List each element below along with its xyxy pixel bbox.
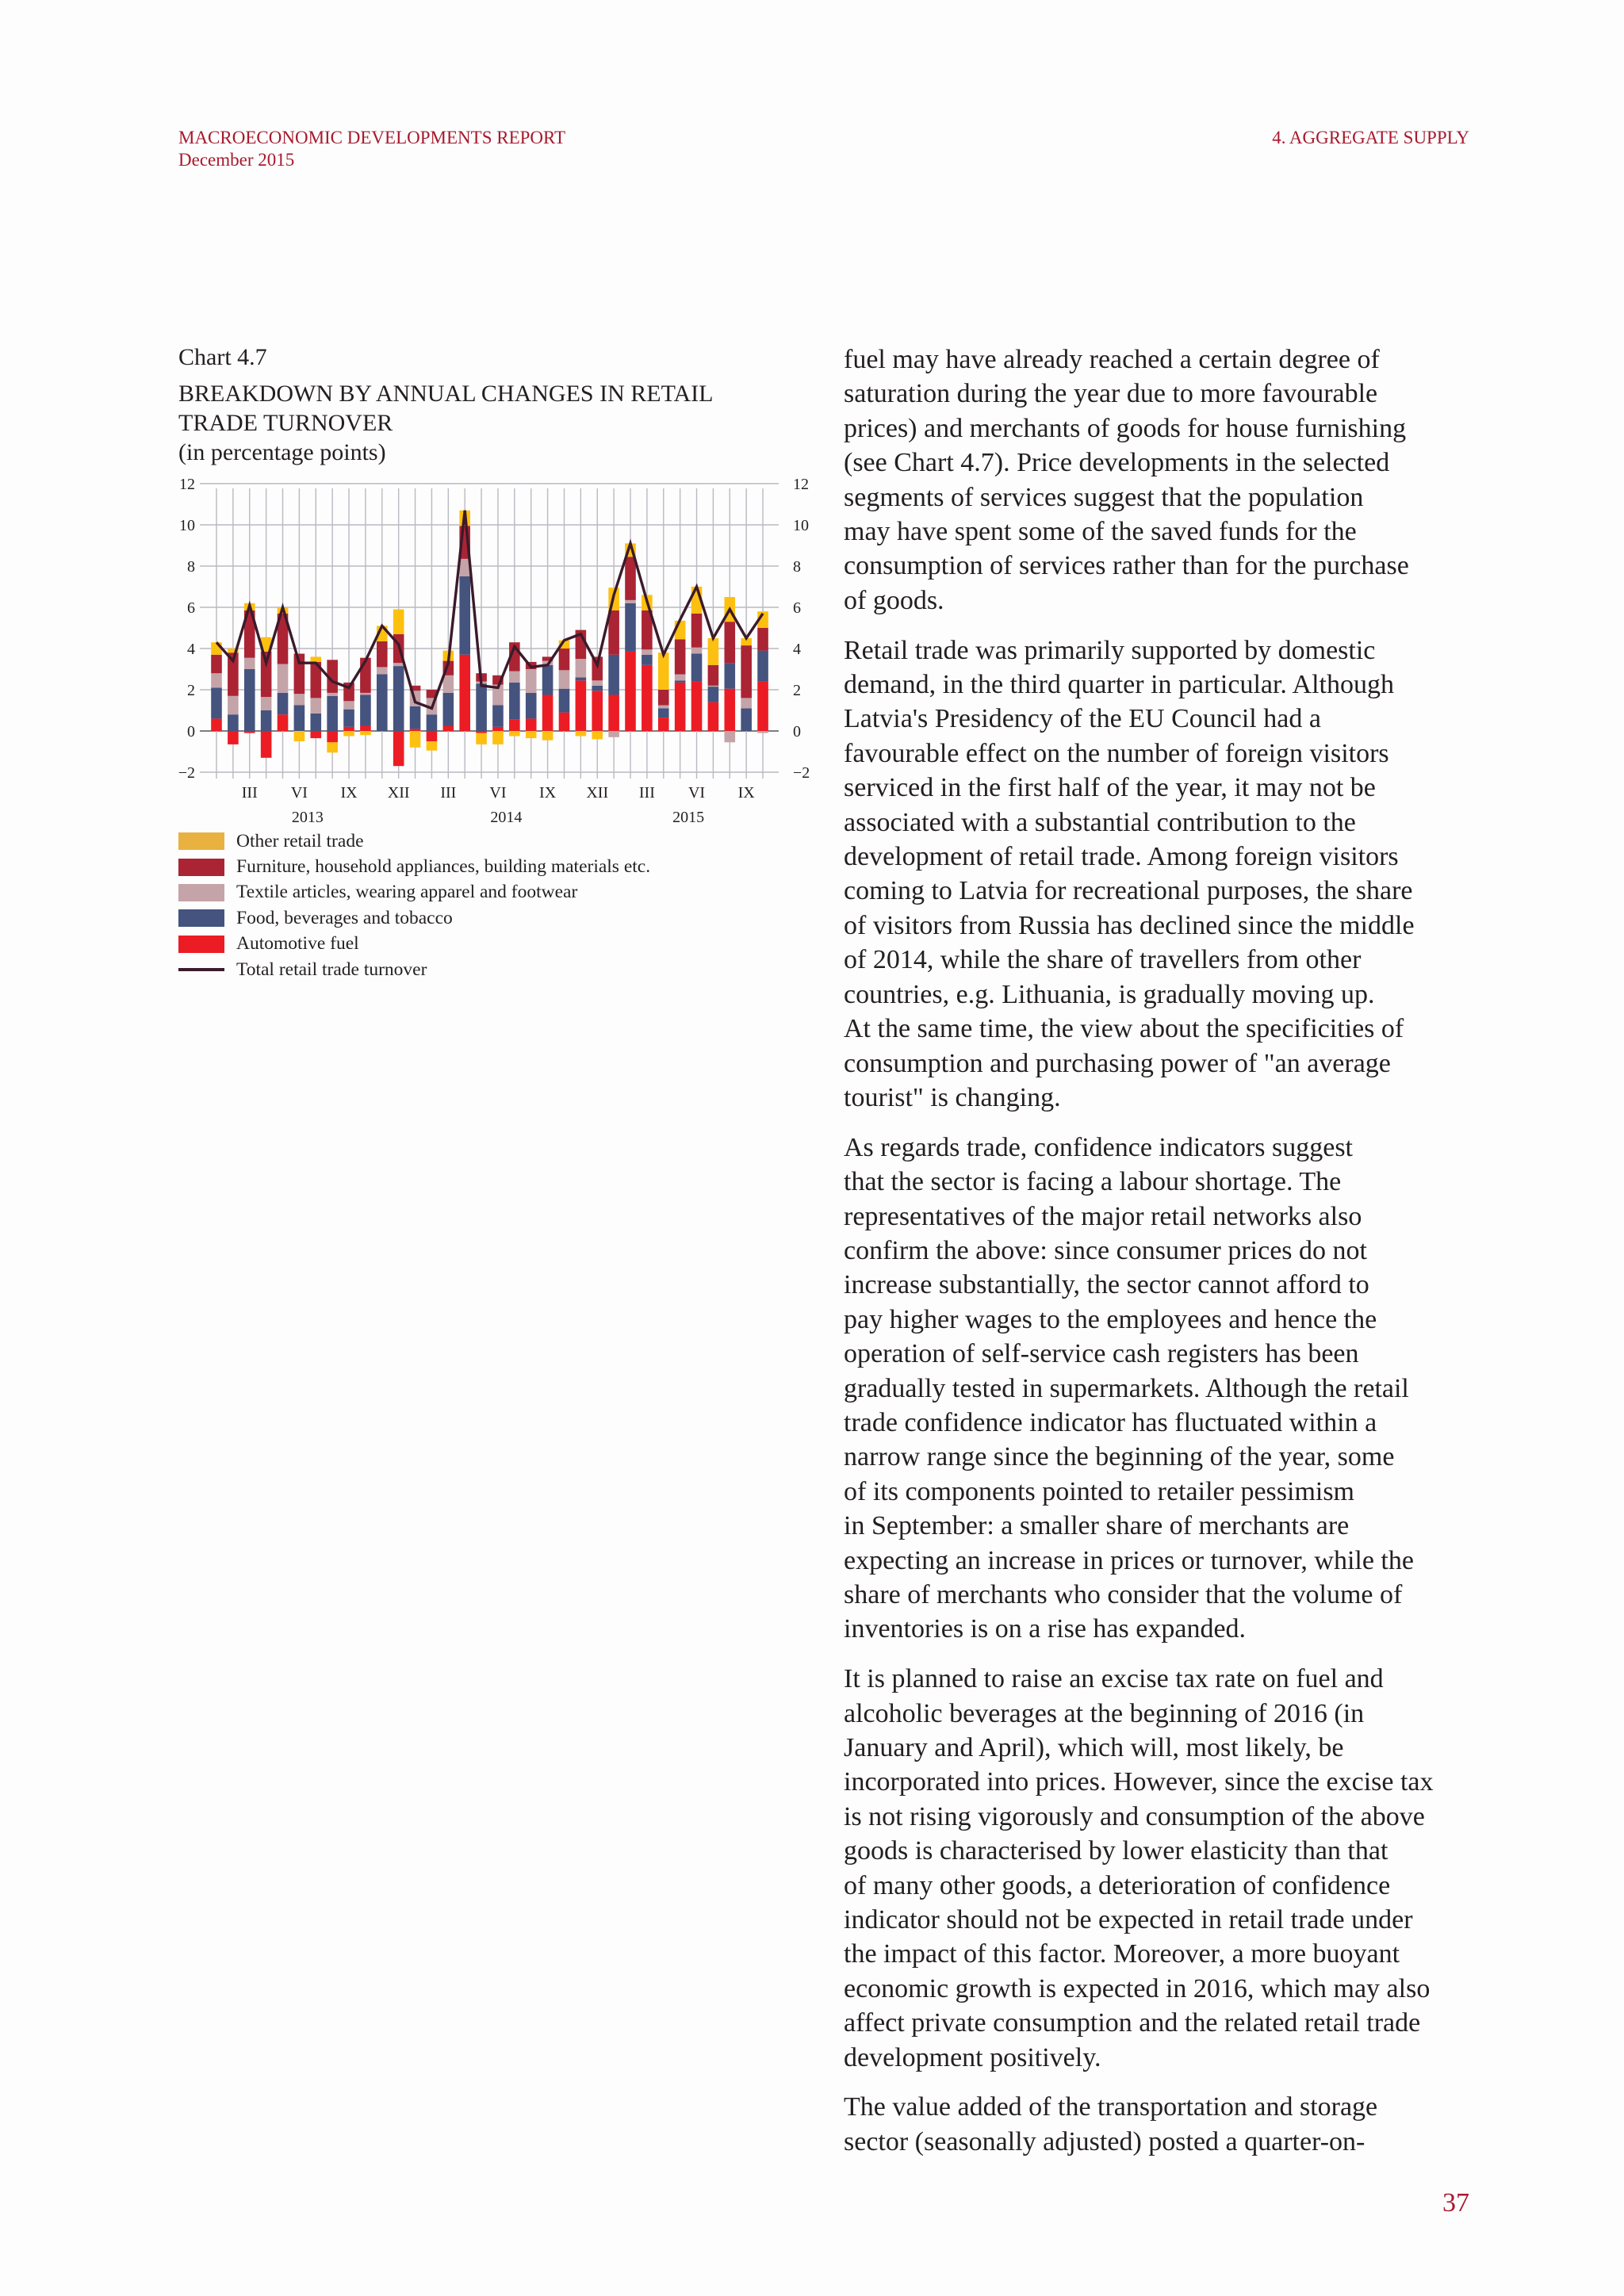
bar-segment-automotive [724,689,735,731]
text-line: consumption and purchasing power of "an average [844,1048,1391,1078]
bar-segment-furniture [724,622,735,663]
bar-segment-textile [261,697,272,710]
bar-segment-other [658,652,669,690]
bar-segment-automotive [393,731,404,766]
bar-segment-other [592,731,603,739]
bar-segment-textile [658,706,669,709]
text-line: associated with a substantial contribution to the [844,807,1356,837]
bar-segment-other [509,731,520,737]
text-line: operation of self-service cash registers has been [844,1339,1359,1369]
bar-segment-food [642,655,653,665]
bar-segment-food [576,677,587,680]
y-tick-label-left: 8 [187,558,195,576]
bar-segment-automotive [360,726,371,732]
bar-segment-textile [708,686,719,687]
bar-segment-textile [343,701,354,709]
bar-segment-food [327,696,338,731]
y-tick-label-right: 12 [793,476,809,493]
chart-unit: (in percentage points) [178,439,386,465]
text-line: is not rising vigorously and consumption of the above [844,1801,1425,1831]
text-line: in September: a smaller share of merchants are [844,1511,1350,1541]
bar-segment-textile [576,659,587,677]
y-tick-label-left: 6 [187,599,195,617]
bar-segment-automotive [310,731,321,738]
bar-segment-automotive [708,702,719,731]
legend-label: Total retail trade turnover [236,959,427,980]
text-line: of its components pointed to retailer pessimism [844,1476,1355,1506]
bar-segment-automotive [576,680,587,731]
x-tick-label-month: VI [290,784,308,802]
text-line: of many other goods, a deterioration of confidence [844,1870,1391,1900]
bar-segment-furniture [625,557,636,600]
x-tick-label-month: IX [539,784,557,802]
text-line: At the same time, the view about the specificities of [844,1014,1404,1044]
text-line: inventories is on a rise has expanded. [844,1614,1247,1644]
legend-color-swatch [178,859,224,876]
bar-segment-other [393,610,404,634]
bar-segment-food [294,706,305,732]
legend-item [178,880,650,905]
y-tick-label-left: 10 [179,517,195,534]
paragraph [844,2090,1478,2159]
text-line: fuel may have already reached a certain degree of [844,345,1380,374]
x-tick-label-month: XII [387,784,410,802]
bar-segment-automotive [642,665,653,731]
y-tick-label-left: 12 [179,476,195,493]
bar-segment-food [228,714,239,731]
bar-segment-food [310,714,321,731]
text-line: of 2014, while the share of travellers from other [844,945,1362,975]
text-line: prices) and merchants of goods for house furnishing [844,413,1407,443]
body-text [844,342,1478,2175]
bar-segment-textile [509,672,520,683]
text-line: countries, e.g. Lithuania, is gradually moving up. [844,979,1375,1009]
section-title: 4. AGGREGATE SUPPLY [1272,128,1469,147]
y-tick-label-left: −2 [178,764,195,782]
bar-segment-automotive [459,655,470,731]
x-tick-label-month: III [638,784,655,802]
x-tick-label-month: IX [737,784,755,802]
x-tick-label-year: 2014 [490,809,523,826]
text-line: development of retail trade. Among foreign visitors [844,842,1399,872]
legend-color-swatch [178,936,224,953]
bar-segment-automotive [278,714,289,731]
bar-segment-food [526,693,537,719]
bar-segment-food [658,708,669,718]
bar-segment-automotive [492,727,504,731]
bar-segment-textile [244,658,255,669]
bar-segment-automotive [244,731,255,733]
bar-segment-automotive [526,718,537,731]
bar-segment-furniture [691,614,703,648]
text-line: development positively. [844,2042,1101,2072]
text-line: sector (seasonally adjusted) posted a quarter-on- [844,2126,1365,2156]
text-line: that the sector is facing a labour shortage. The [844,1167,1342,1197]
bar-segment-automotive [261,731,272,758]
bar-segment-food [492,706,504,727]
bar-segment-food [343,710,354,727]
bar-segment-food [244,669,255,731]
bar-segment-other [542,731,553,740]
bar-segment-textile [228,696,239,714]
bar-segment-food [724,663,735,689]
text-line: serviced in the first half of the year, it may not be [844,773,1376,803]
bar-segment-food [278,693,289,714]
bar-segment-other [360,731,371,735]
text-line: confirm the above: since consumer prices do not [844,1235,1367,1265]
bar-segment-automotive [675,683,686,731]
chart-legend [178,828,650,982]
text-line: of goods. [844,585,944,615]
bar-segment-food [393,666,404,731]
bar-segment-textile [393,663,404,666]
text-line: of visitors from Russia has declined since the middle [844,910,1415,940]
bar-segment-textile [675,675,686,681]
bar-segment-textile [741,698,752,708]
page-number: 37 [1442,2188,1469,2218]
bar-segment-automotive [228,731,239,744]
legend-item [178,932,650,957]
bar-segment-other [410,731,421,748]
bar-segment-food [360,695,371,726]
text-line: coming to Latvia for recreational purposes, the share [844,876,1413,906]
bar-segment-furniture [211,655,222,673]
bar-segment-furniture [377,641,388,668]
text-line: the impact of this factor. Moreover, a more buoyant [844,1939,1400,1969]
bar-segment-other [576,731,587,737]
bar-segment-food [757,651,768,682]
bar-segment-food [377,675,388,732]
bar-segment-automotive [658,718,669,731]
bar-segment-furniture [658,690,669,706]
legend-label: Automotive fuel [236,933,359,955]
y-tick-label-right: −2 [793,764,810,782]
legend-item [178,854,650,879]
text-line: increase substantially, the sector cannot afford to [844,1270,1369,1300]
y-tick-label-left: 4 [187,641,195,658]
bar-segment-automotive [542,695,553,732]
y-tick-label-left: 0 [187,723,195,740]
text-line: goods is characterised by lower elasticity than that [844,1836,1388,1866]
report-title: MACROECONOMIC DEVELOPMENTS REPORT [178,128,566,147]
bar-segment-textile [691,648,703,654]
bar-segment-automotive [559,713,570,731]
x-tick-label-month: IX [340,784,358,802]
bar-segment-food [741,708,752,731]
y-tick-label-right: 0 [793,723,801,740]
bar-segment-furniture [559,649,570,670]
bar-segment-furniture [708,665,719,686]
bar-segment-textile [377,667,388,674]
bar-segment-food [476,683,487,731]
text-line: representatives of the major retail networks also [844,1201,1362,1231]
bar-segment-automotive [427,731,438,741]
bar-segment-automotive [476,731,487,733]
bar-segment-textile [642,649,653,655]
bar-segment-food [592,686,603,691]
bar-segment-food [459,576,470,655]
paragraph [844,1662,1478,2075]
bar-segment-food [542,665,553,695]
bar-segment-textile [526,669,537,693]
text-line: demand, in the third quarter in particular. Although [844,670,1394,700]
text-line: As regards trade, confidence indicators suggest [844,1132,1353,1162]
bar-segment-other [476,733,487,744]
y-tick-label-right: 10 [793,517,809,534]
bar-segment-textile [608,731,619,737]
bar-segment-automotive [691,682,703,731]
bar-segment-furniture [608,610,619,655]
bar-segment-other [343,731,354,737]
bar-segment-other [708,638,719,665]
bar-segment-furniture [675,639,686,674]
text-line: consumption of services rather than for the purchase [844,551,1409,581]
bar-segment-furniture [741,645,752,698]
text-line: tourist" is changing. [844,1082,1061,1112]
chart-label: Chart 4.7 [178,344,267,370]
chart-title: BREAKDOWN BY ANNUAL CHANGES IN RETAIL TRADE TURNOVER [178,381,713,436]
text-line: alcoholic beverages at the beginning of 2016 (in [844,1698,1365,1728]
legend-line-swatch [178,968,224,971]
text-line: saturation during the year due to more favourable [844,379,1378,409]
bar-segment-automotive [443,726,454,732]
bar-segment-food [427,714,438,731]
text-line: Latvia's Presidency of the EU Council had a [844,704,1321,734]
text-line: economic growth is expected in 2016, which may also [844,1973,1431,2003]
text-line: pay higher wages to the employees and hence the [844,1304,1377,1334]
paragraph [844,1131,1478,1647]
bar-segment-food [261,710,272,731]
bar-segment-food [509,683,520,720]
x-tick-label-year: 2015 [672,809,705,826]
bar-segment-automotive [343,727,354,731]
legend-label: Furniture, household appliances, building materials etc. [236,856,651,878]
x-tick-label-month: XII [586,784,609,802]
text-line: incorporated into prices. However, since the excise tax [844,1767,1434,1797]
legend-color-swatch [178,909,224,927]
bar-segment-textile [278,664,289,693]
y-tick-label-right: 2 [793,682,801,699]
bar-segment-other [294,731,305,741]
bar-segment-textile [443,675,454,693]
text-line: January and April), which will, most likely, be [844,1733,1344,1763]
bar-segment-automotive [625,652,636,731]
bar-segment-textile [294,694,305,705]
bar-segment-automotive [509,720,520,731]
bar-segment-other [310,656,321,662]
y-tick-label-left: 2 [187,682,195,699]
y-tick-label-right: 4 [793,641,801,658]
bar-segment-textile [757,731,768,733]
bar-segment-food [691,654,703,682]
x-tick-label-year: 2013 [291,809,324,826]
bar-segment-automotive [757,682,768,731]
x-tick-label-month: VI [688,784,706,802]
bar-segment-food [443,693,454,726]
text-line: segments of services suggest that the population [844,482,1364,512]
legend-label: Food, beverages and tobacco [236,907,453,928]
bar-segment-automotive [608,695,619,732]
text-line: narrow range since the beginning of the year, some [844,1442,1395,1472]
bar-segment-other [526,731,537,738]
legend-color-swatch [178,884,224,901]
legend-color-swatch [178,832,224,850]
bar-segment-textile [360,693,371,695]
bar-segment-automotive [211,718,222,731]
bar-segment-food [708,687,719,702]
bar-segment-other [327,742,338,752]
text-line: may have spent some of the saved funds for the [844,517,1357,547]
text-line: (see Chart 4.7). Price developments in the selected [844,448,1390,478]
text-line: favourable effect on the number of foreign visitors [844,738,1389,768]
bar-segment-food [559,689,570,713]
x-tick-label-month: VI [489,784,507,802]
paragraph [844,342,1478,618]
bar-segment-furniture [757,628,768,651]
bar-segment-other [492,731,504,744]
bar-segment-textile [559,670,570,688]
bar-segment-textile [327,693,338,696]
y-tick-label-right: 8 [793,558,801,576]
bar-segment-textile [211,673,222,687]
text-line: It is planned to raise an excise tax rate on fuel and [844,1664,1384,1694]
legend-label: Other retail trade [236,830,364,851]
legend-item [178,957,650,982]
report-date: December 2015 [178,150,295,170]
bar-segment-food [608,655,619,695]
text-line: trade confidence indicator has fluctuated within a [844,1407,1377,1437]
text-line: gradually tested in supermarkets. Although the retail [844,1373,1409,1403]
legend-item [178,828,650,854]
bar-segment-textile [310,698,321,714]
bar-segment-textile [592,680,603,686]
text-line: Retail trade was primarily supported by domestic [844,635,1376,665]
x-tick-label-month: III [440,784,457,802]
paragraph [844,633,1478,1115]
stacked-bar-chart [0,0,841,840]
legend-item [178,905,650,931]
text-line: expecting an increase in prices or turnover, while the [844,1545,1414,1575]
bar-segment-other [427,741,438,751]
bar-segment-textile [724,731,735,742]
text-line: affect private consumption and the related retail trade [844,2008,1421,2038]
text-line: share of merchants who consider that the volume of [844,1580,1403,1609]
x-tick-label-month: III [241,784,258,802]
bar-segment-food [410,706,421,729]
bar-segment-automotive [327,731,338,742]
text-line: indicator should not be expected in retail trade under [844,1905,1413,1935]
bar-segment-food [211,687,222,718]
bar-segment-textile [625,600,636,603]
text-line: The value added of the transportation and storage [844,2092,1378,2122]
y-tick-label-right: 6 [793,599,801,617]
legend-label: Textile articles, wearing apparel and footwear [236,882,578,903]
bar-segment-food [625,603,636,652]
bar-segment-automotive [592,691,603,731]
bar-segment-automotive [410,729,421,731]
bar-segment-food [675,680,686,683]
